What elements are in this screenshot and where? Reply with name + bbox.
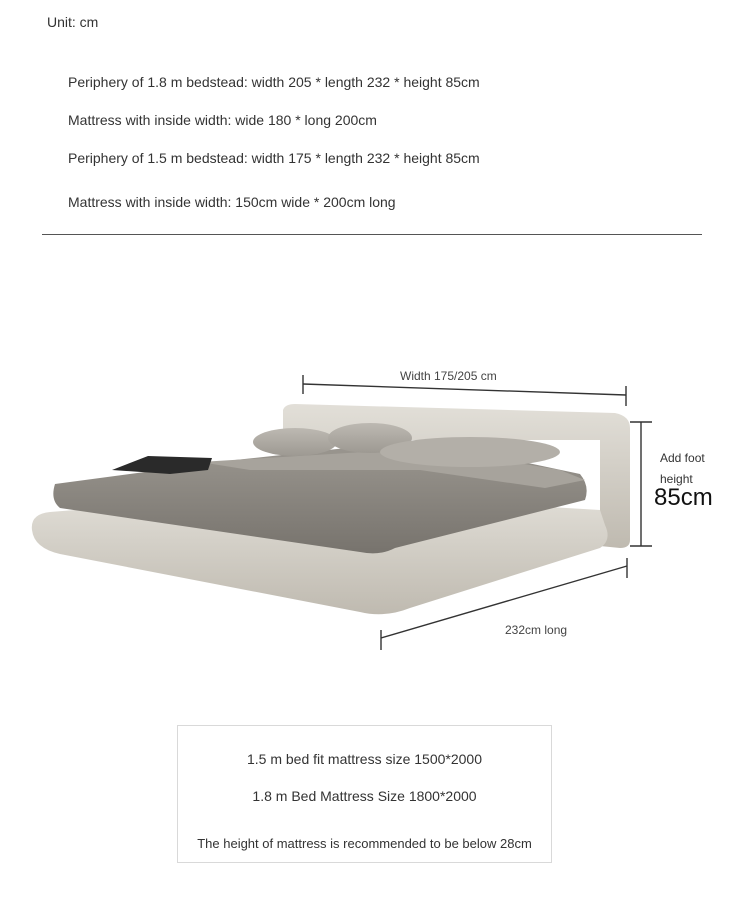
length-label: 232cm long xyxy=(505,623,568,637)
info-line-3: The height of mattress is recommended to be below 28cm xyxy=(197,836,532,851)
spec-line-4: Mattress with inside width: 150cm wide * 200cm long xyxy=(68,194,396,210)
spec-line-1: Periphery of 1.8 m bedstead: width 205 * length 232 * height 85cm xyxy=(68,74,480,90)
mattress-info-box xyxy=(177,725,552,863)
height-caption-1: Add foot xyxy=(660,451,705,465)
info-line-1: 1.5 m bed fit mattress size 1500*2000 xyxy=(246,751,483,767)
spec-line-2: Mattress with inside width: wide 180 * long 200cm xyxy=(68,112,377,128)
pillow-right xyxy=(380,437,560,467)
pillow-left xyxy=(253,428,337,456)
width-dimension-line xyxy=(303,384,626,395)
width-label: Width 175/205 cm xyxy=(400,369,497,383)
unit-label: Unit: cm xyxy=(47,14,99,30)
height-caption-2: height xyxy=(660,472,693,486)
spec-line-3: Periphery of 1.5 m bedstead: width 175 * length 232 * height 85cm xyxy=(68,150,480,166)
info-line-2: 1.8 m Bed Mattress Size 1800*2000 xyxy=(252,788,477,804)
height-value: 85cm xyxy=(654,484,713,511)
